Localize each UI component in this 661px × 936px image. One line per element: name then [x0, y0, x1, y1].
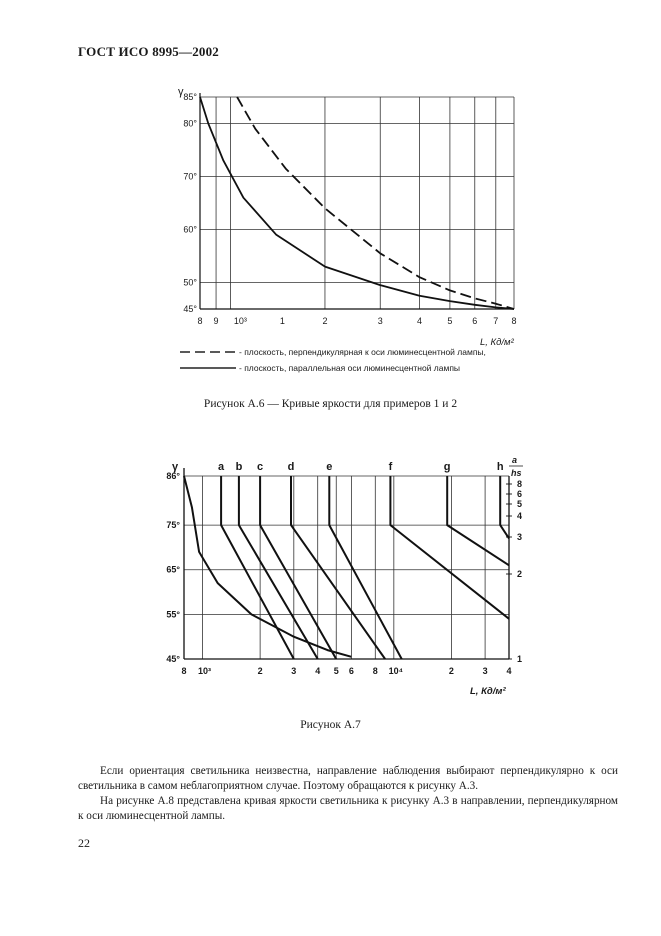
right-tick-label: 2: [517, 569, 523, 579]
page-number: 22: [78, 836, 90, 850]
x-tick-label: 1: [279, 316, 285, 326]
curve-label-f: f: [388, 461, 393, 473]
y-tick-label: 75°: [166, 520, 180, 531]
x-tick-label: 4: [315, 666, 321, 676]
fig7-right-label-top: a: [512, 455, 518, 465]
main-curve: [184, 476, 351, 657]
right-tick-label: 1: [517, 654, 523, 664]
curve-label-d: d: [287, 461, 295, 473]
y-tick-label: 80°: [183, 118, 197, 129]
y-tick-label: 60°: [183, 224, 197, 235]
x-tick-label: 2: [448, 666, 454, 676]
body-text: [78, 764, 618, 824]
x-tick-label: 9: [213, 316, 219, 326]
fig7-right-label-bottom: hs: [511, 468, 522, 478]
x-tick-label: 8: [372, 666, 378, 676]
x-tick-label: 2: [322, 316, 328, 326]
x-tick-label: 10⁴: [388, 666, 404, 676]
legend-solid-label: - плоскость, параллельная оси люминесцентной лампы: [239, 363, 461, 373]
y-tick-label: 45°: [183, 304, 197, 314]
right-tick-label: 8: [517, 479, 523, 489]
curve-label-c: c: [257, 461, 264, 473]
y-tick-label: 55°: [166, 609, 180, 620]
y-tick-label: 85°: [183, 92, 197, 102]
y-tick-label: 45°: [166, 654, 180, 664]
fig7-caption: Рисунок А.7: [300, 719, 361, 731]
curve-d: [291, 476, 385, 659]
solid-curve: [200, 97, 514, 309]
y-tick-label: 86°: [166, 471, 180, 481]
right-tick-label: 4: [517, 511, 523, 521]
x-tick-label: 8: [197, 316, 203, 326]
x-tick-label: 10³: [198, 666, 212, 676]
x-tick-label: 4: [506, 666, 512, 676]
y-tick-label: 50°: [183, 277, 197, 288]
x-tick-label: 4: [416, 316, 422, 326]
curve-label-g: g: [443, 461, 451, 473]
y-tick-label: 65°: [166, 564, 180, 575]
x-tick-label: 10³: [233, 316, 247, 326]
curve-label-b: b: [235, 461, 243, 473]
x-tick-label: 8: [511, 316, 517, 326]
curve-label-a: a: [218, 461, 225, 473]
fig7-ylabel: γ: [172, 461, 179, 473]
dashed-curve: [237, 97, 514, 309]
curve-label-h: h: [496, 461, 504, 473]
curve-f: [390, 476, 509, 619]
paragraph-1: Если ориентация светильника неизвестна, направление наблюдения выбирают перпендикулярно к оси светильника в самом неблагоприятном случае. Поэтому обращаются к рисунку А.3.: [78, 765, 618, 792]
fig6-caption: Рисунок А.6 — Кривые яркости для примеров 1 и 2: [203, 398, 458, 410]
figure-a6: [183, 92, 516, 326]
figure-a7: [166, 461, 522, 676]
x-tick-label: 5: [333, 666, 339, 676]
curve-h: [500, 476, 509, 539]
fig7-xlabel: L, Кд/м²: [470, 686, 506, 697]
paragraph-2: На рисунке А.8 представлена кривая яркости светильника к рисунку А.3 в направлении, перпендикулярном к оси люминесцентной лампы.: [78, 795, 618, 822]
legend-dashed-label: - плоскость, перпендикулярная к оси люминесцентной лампы,: [239, 347, 486, 357]
x-tick-label: 6: [348, 666, 354, 676]
x-tick-label: 3: [291, 666, 297, 676]
x-tick-label: 5: [447, 316, 453, 326]
right-tick-label: 3: [517, 532, 523, 542]
fig6-xlabel: L, Кд/м²: [480, 337, 514, 348]
curve-c: [260, 476, 336, 659]
page-header: ГОСТ ИСО 8995—2002: [78, 44, 219, 59]
x-tick-label: 8: [181, 666, 187, 676]
fig6-ylabel: γ: [178, 86, 184, 98]
x-tick-label: 3: [482, 666, 488, 676]
right-tick-label: 5: [517, 499, 523, 509]
y-tick-label: 70°: [183, 171, 197, 182]
x-tick-label: 2: [257, 666, 263, 676]
x-tick-label: 3: [377, 316, 383, 326]
curve-label-e: e: [326, 461, 333, 473]
x-tick-label: 7: [493, 316, 499, 326]
x-tick-label: 6: [472, 316, 478, 326]
right-tick-label: 6: [517, 489, 523, 499]
